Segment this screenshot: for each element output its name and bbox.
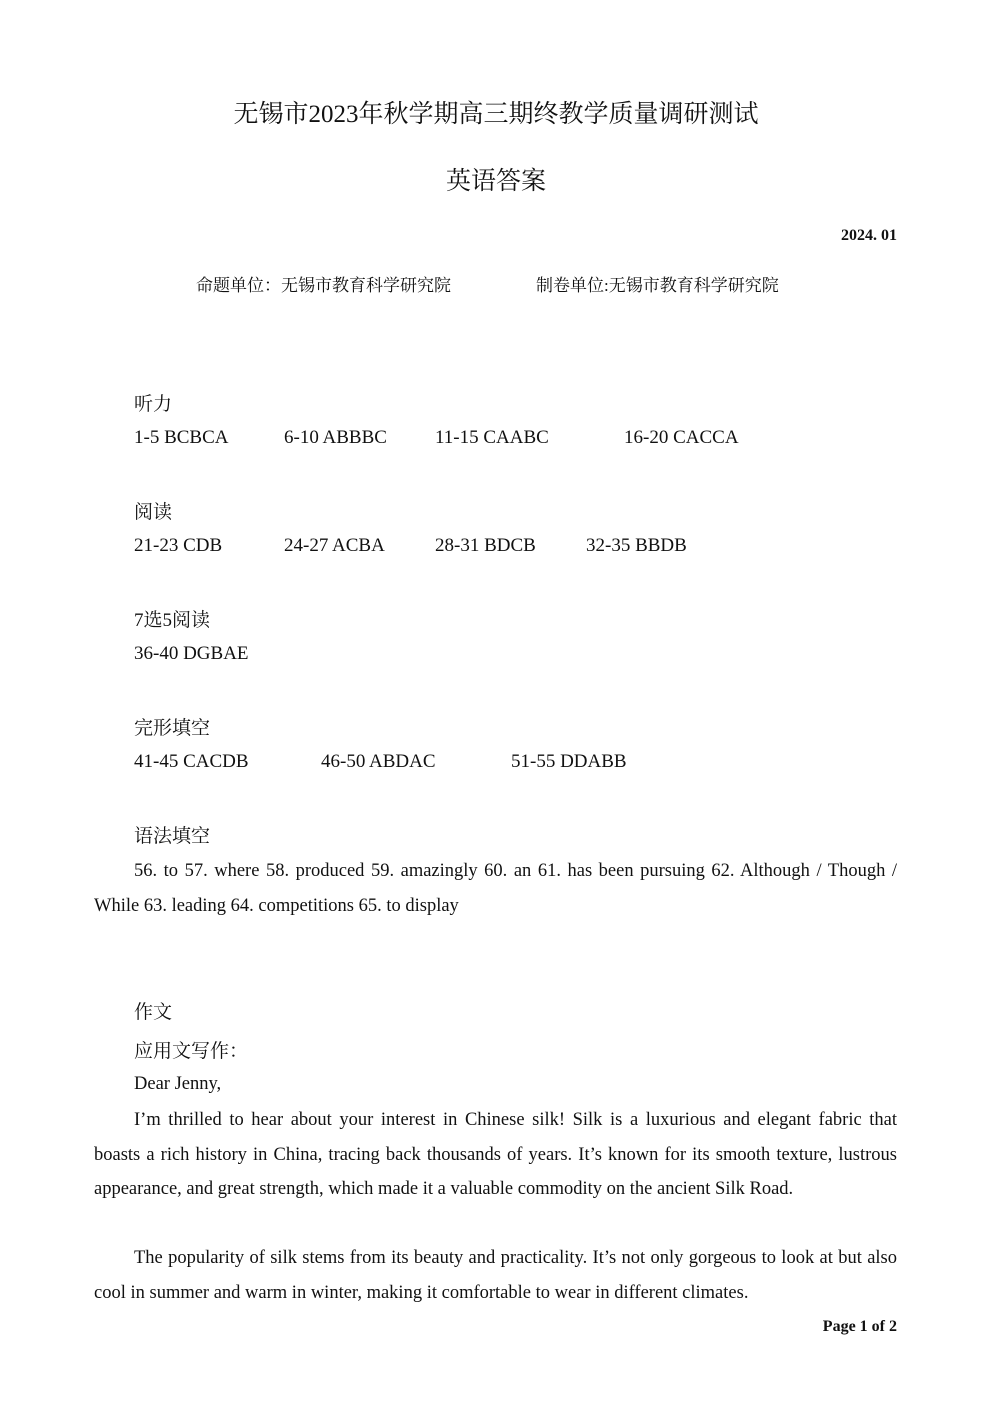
letter-paragraph: I’m thrilled to hear about your interest in Chinese silk! Silk is a luxurious and elegant fabric that boasts a rich history in China, tracing back thousands of years. It’s known for its smooth texture, lustrous appearance, and great strength, which made it a valuable commodity on the ancient Silk Road. [94, 1110, 897, 1199]
grammar-label: 语法填空 [134, 826, 211, 847]
page-word: Page [822, 1318, 856, 1335]
answer-group: 41-45 CACDB [134, 751, 249, 772]
proposition-unit: 命题单位：无锡市教育科学研究院 [196, 276, 451, 295]
cloze-label: 完形填空 [134, 718, 211, 739]
answer-group: 6-10 ABBBC [284, 427, 387, 448]
answer-group: 32-35 BBDB [586, 535, 687, 556]
production-unit: 制卷单位:无锡市教育科学研究院 [536, 276, 779, 295]
letter-greeting: Dear Jenny, [134, 1074, 222, 1094]
document-date: 2024. 01 [841, 227, 897, 244]
answer-group: 24-27 ACBA [284, 535, 385, 556]
writing-sub-label: 应用文写作： [134, 1041, 249, 1062]
answer-group: 36-40 DGBAE [134, 643, 249, 664]
answer-group: 46-50 ABDAC [321, 751, 436, 772]
answer-group: 11-15 CAABC [435, 427, 549, 448]
total-pages: 2 [889, 1318, 897, 1335]
page-number: 1 [859, 1318, 868, 1335]
answer-group: 51-55 DDABB [511, 751, 627, 772]
document-title: 无锡市2023年秋学期高三期终教学质量调研测试 [233, 101, 759, 128]
document-subtitle: 英语答案 [445, 168, 546, 195]
listening-label: 听力 [134, 394, 173, 415]
letter-paragraph: The popularity of silk stems from its beauty and practicality. It’s not only gorgeous to look at but also cool in summer and warm in winter, making it comfortable to wear in different climates. [94, 1248, 897, 1303]
seven-five-label: 7选5阅读 [134, 610, 211, 631]
page-footer [823, 1318, 897, 1336]
writing-label: 作文 [134, 1002, 173, 1023]
answer-group: 21-23 CDB [134, 535, 223, 556]
answer-group: 16-20 CACCA [624, 427, 739, 448]
answer-group: 28-31 BDCB [435, 535, 536, 556]
reading-label: 阅读 [134, 502, 173, 523]
answer-group: 1-5 BCBCA [134, 427, 229, 448]
grammar-answers: 56. to 57. where 58. produced 59. amazingly 60. an 61. has been pursuing 62. Although / Though / While 63. leading 64. competitions 65. to display [94, 861, 897, 916]
of-word: of [871, 1318, 885, 1335]
